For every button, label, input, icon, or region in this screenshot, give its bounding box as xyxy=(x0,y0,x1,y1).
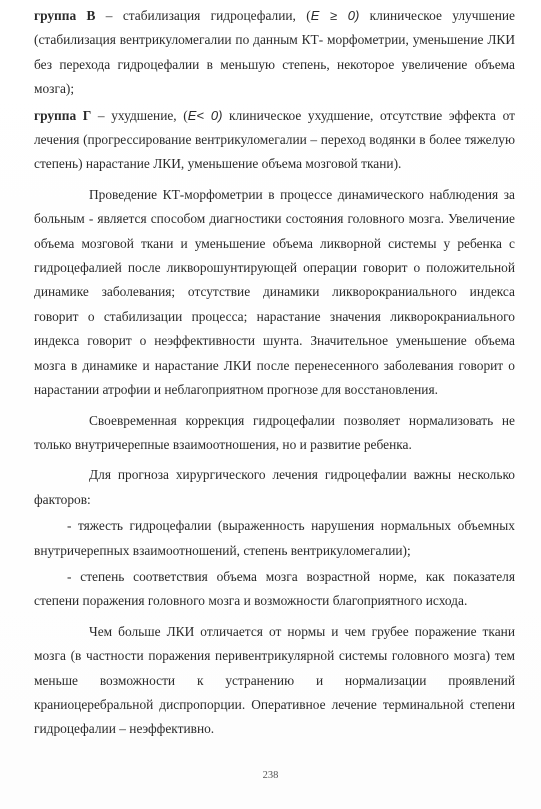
group-v-rest: клиническое улучшение (стабилизация вентрикуломегалии по данным КТ- морфометрии, уменьшение ЛКИ без перехода гидроцефалии в меньшую степень, некоторое увеличение объема мозга); xyxy=(34,8,515,97)
ct-morphometry-paragraph: Проведение КТ-морфометрии в процессе динамического наблюдения за больным - является способом диагностики состояния головного мозга. Увеличение объема мозговой ткани и уменьшение объема ликворной системы у ребенка с гидроцефалией после ликворошунтирующей операции говорит о положительной динамике заболевания; отсутствие динамики ликворокраниального индекса говорит о стабилизации процесса; нарастание значения ликворокраниального индекса говорит о неэффективности шунта. Значительное уменьшение объема мозга в динамике и нарастание ЛКИ после перенесенного заболевания говорит о нарастании атрофии и неблагоприятном прогнозе для восстановления. xyxy=(34,186,515,398)
lki-conclusion-paragraph: Чем больше ЛКИ отличается от нормы и чем грубее поражение ткани мозга (в частности поражения перивентрикулярной системы головного мозга) тем меньше возможности к устранению и нормализации проявлений краниоцеребральной диспропорции. Оперативное лечение терминальной степени гидроцефалии – неэффективно. xyxy=(34,623,515,737)
group-g-paragraph xyxy=(34,104,515,177)
prognosis-factors-paragraph: Для прогноза хирургического лечения гидроцефалии важны несколько факторов: xyxy=(34,467,515,507)
correction-paragraph: Своевременная коррекция гидроцефалии позволяет нормализовать не только внутричерепные взаимоотношения, но и развитие ребенка. xyxy=(34,412,515,452)
group-v-paragraph xyxy=(34,4,515,102)
group-v-label: группа В xyxy=(34,8,96,23)
group-g-rest: клиническое ухудшение, отсутствие эффекта от лечения (прогрессирование вентрикуломегалии – переход водянки в более тяжелую степень) нарастание ЛКИ, уменьшение объема мозговой ткани). xyxy=(34,107,515,172)
page-number: 238 xyxy=(262,770,279,781)
group-g-dash-text: – ухудшение, ( xyxy=(91,107,188,123)
factor-list-item-2: - степень соответствия объема мозга возрастной норме, как показателя степени поражения головного мозга и возможности благоприятного исхода. xyxy=(34,568,515,609)
group-g-label: группа Г xyxy=(34,107,92,123)
group-g-formula: E< 0) xyxy=(187,107,223,123)
group-v-formula: E ≥ 0) xyxy=(310,8,360,23)
factor-list-item-1: - тяжесть гидроцефалии (выраженность нарушения нормальных объемных внутричерепных взаимоотношений, степень вентрикуломегалии); xyxy=(34,518,515,558)
group-v-dash-text: – стабилизация гидроцефалии, ( xyxy=(95,8,311,23)
